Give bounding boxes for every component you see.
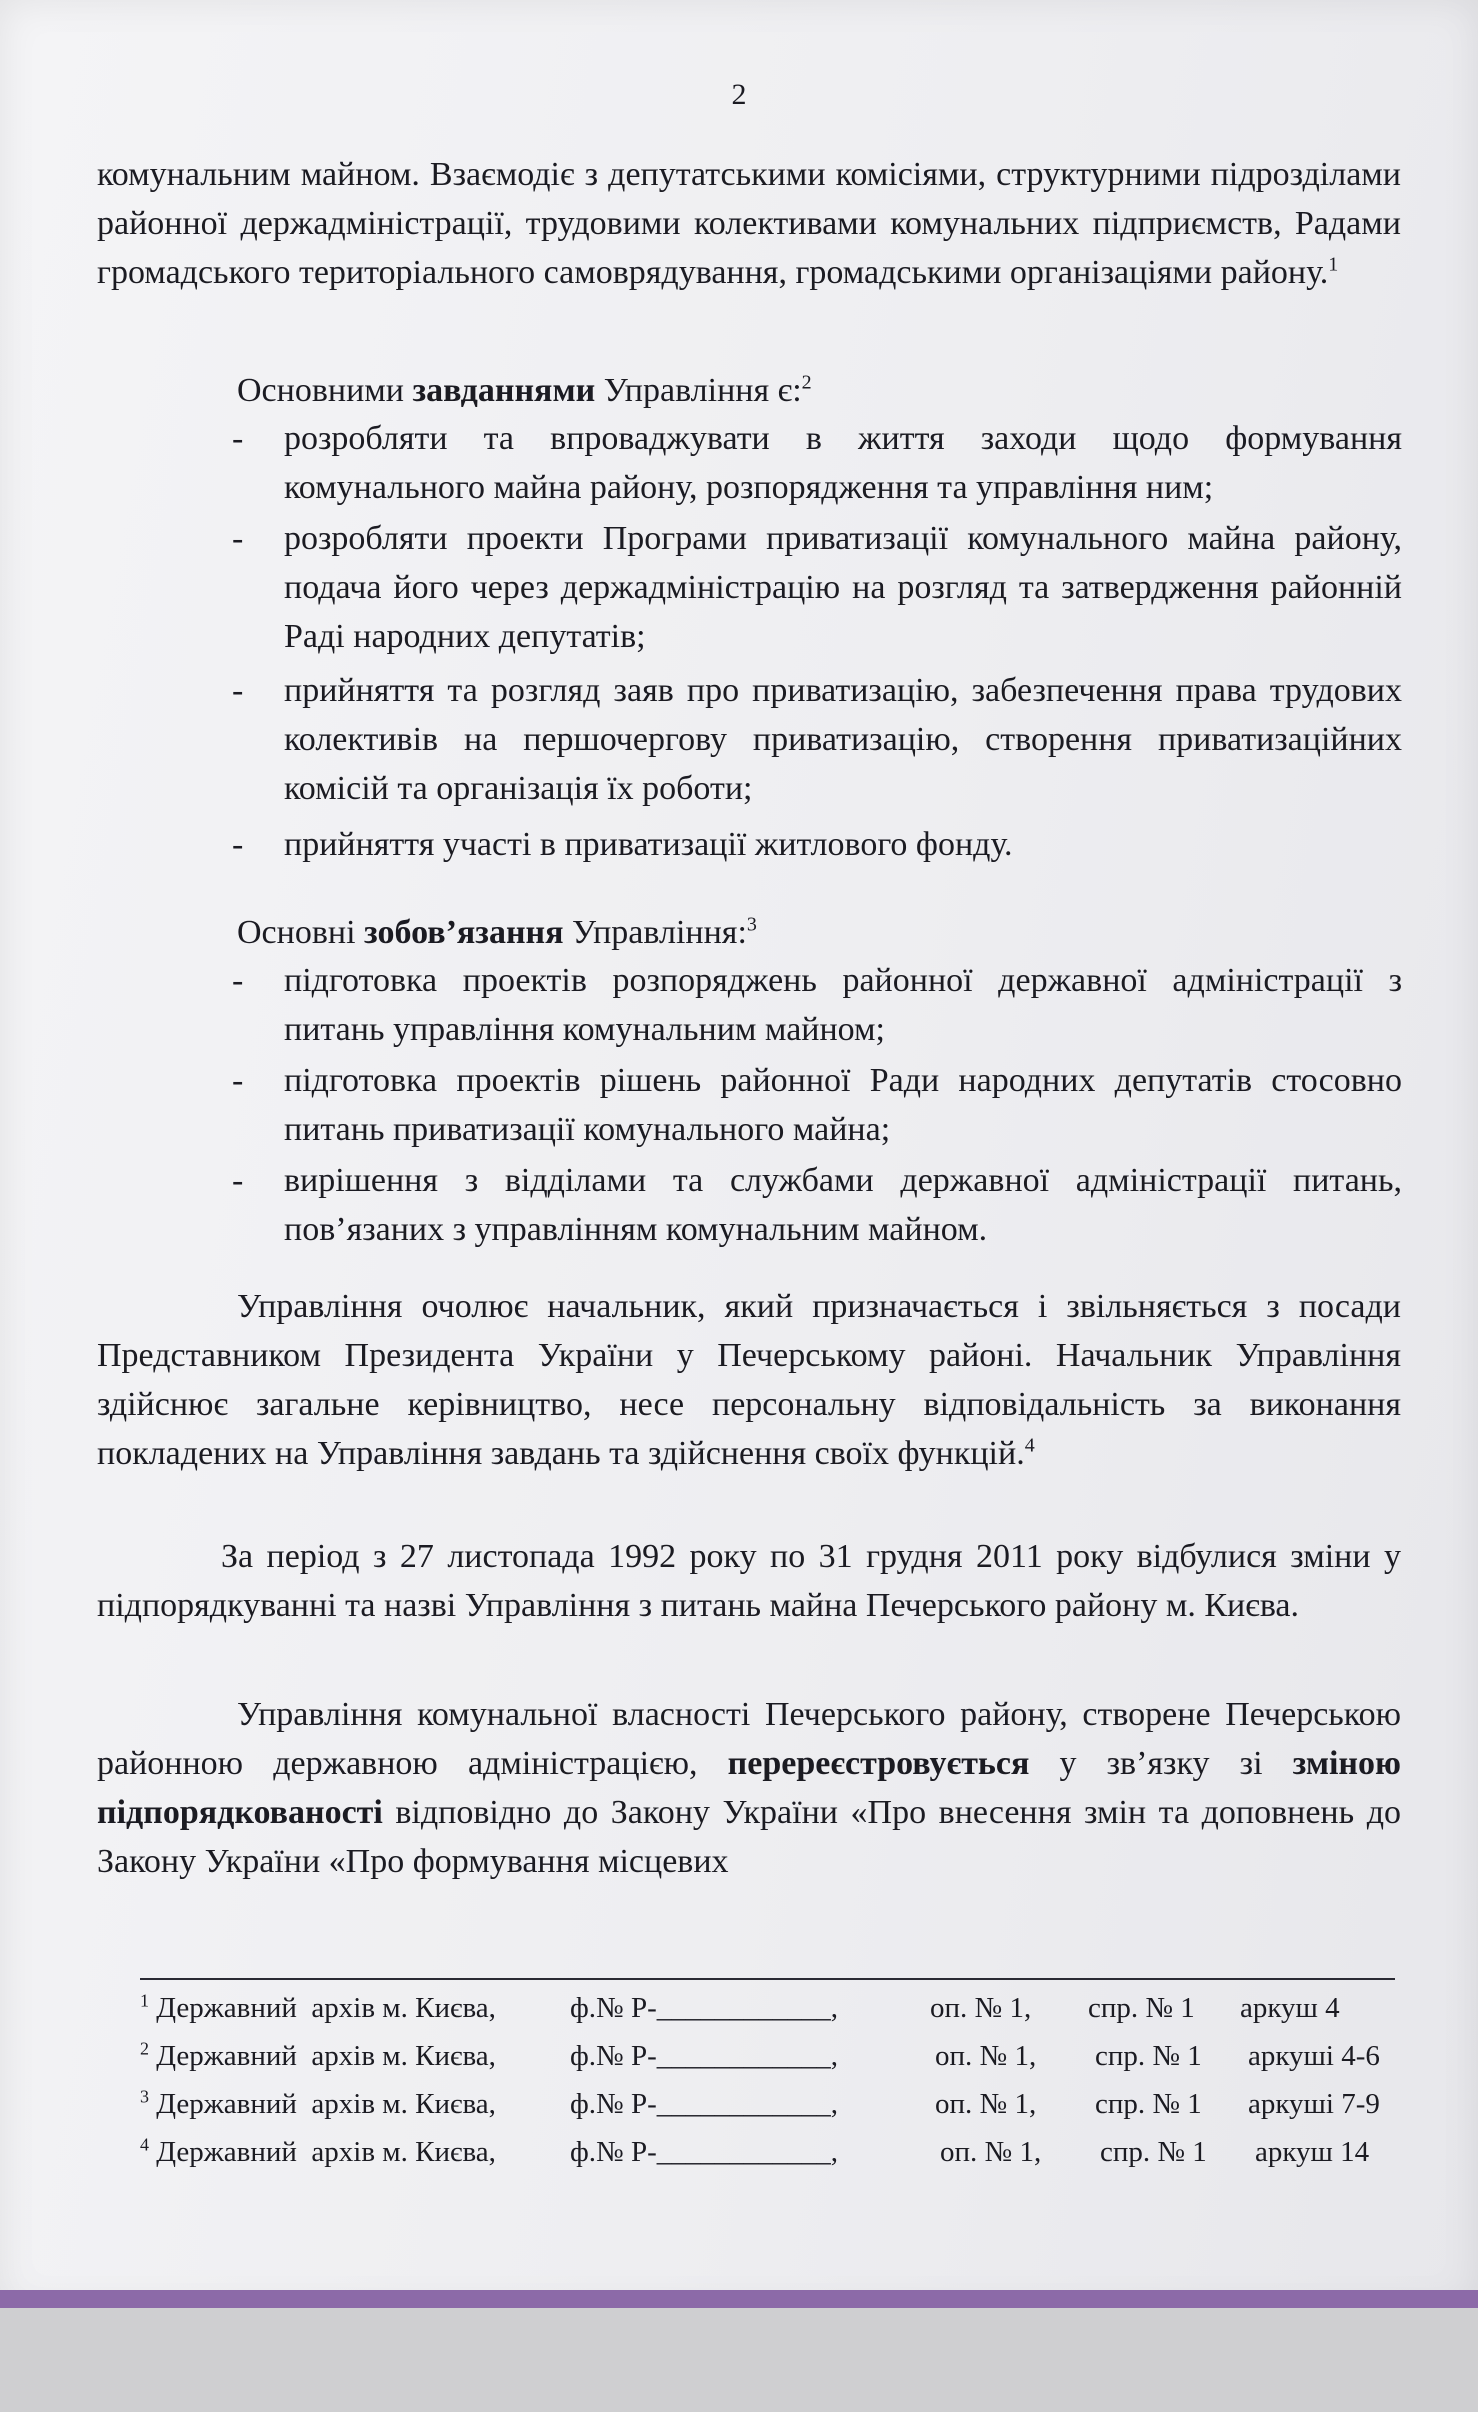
tasks-item-text: розробляти проекти Програми приватизації комунального майна району, подача його через держадміністрацію на розгляд та затвердження районній Раді народних депутатів; bbox=[284, 520, 1402, 655]
footnote-spr: спр. № 1 bbox=[1095, 2088, 1202, 2120]
bullet-dash: - bbox=[232, 962, 244, 999]
footnote-number: 1 bbox=[140, 1990, 149, 2011]
obligations-heading-lead: Основні bbox=[237, 914, 365, 951]
footnote-archive: Державний архів м. Києва, bbox=[156, 2040, 496, 2072]
tasks-item-text: розробляти та впроваджувати в життя заходи щодо формування комунального майна району, розпорядження та управління ним; bbox=[284, 420, 1402, 506]
reg-bold-subordination: зміною підпорядкованості bbox=[97, 1745, 1401, 1831]
paragraph-intro bbox=[97, 150, 1401, 297]
footnote-ref-4: 4 bbox=[1024, 1434, 1035, 1457]
tasks-list-item bbox=[232, 414, 1402, 512]
paragraph-period-text: За період з 27 листопада 1992 року по 31 грудня 2011 року відбулися зміни у підпорядкуванні та назві Управління з питань майна Печерського району м. Києва. bbox=[97, 1538, 1401, 1624]
paragraph-head bbox=[97, 1282, 1401, 1478]
footnote-number: 2 bbox=[140, 2038, 149, 2059]
reg-text-a: Управління комунальної власності Печерського району, створене Печерською районною державною адміністрацією, bbox=[97, 1696, 1401, 1782]
reg-text-c: у зв’язку зі bbox=[1029, 1745, 1293, 1782]
bullet-dash: - bbox=[232, 1162, 244, 1199]
obligations-list-item bbox=[232, 1056, 1402, 1154]
bullet-dash: - bbox=[232, 672, 244, 709]
footnote-fond: ф.№ Р-____________, bbox=[570, 1992, 838, 2024]
reg-bold-reregistered: перереєстровується bbox=[727, 1745, 1030, 1782]
obligations-item-text: підготовка проектів рішень районної Ради народних депутатів стосовно питань приватизації комунального майна; bbox=[284, 1062, 1402, 1148]
paragraph-period bbox=[97, 1532, 1401, 1630]
footnote-ref-3: 3 bbox=[746, 913, 757, 936]
tasks-item-text: прийняття участі в приватизації житлового фонду. bbox=[284, 826, 1013, 863]
tasks-list-item bbox=[232, 820, 1402, 869]
footnote-op: оп. № 1, bbox=[935, 2088, 1037, 2120]
page-bottom-edge bbox=[0, 2290, 1478, 2308]
paragraph-intro-text: комунальним майном. Взаємодіє з депутатськими комісіями, структурними підрозділами районної держадміністрації, трудовими колективами комунальних підприємств, Радами громадського територіального самоврядування, громадськими організаціями району. bbox=[97, 156, 1401, 291]
obligations-item-text: вирішення з відділами та службами державної адміністрації питань, пов’язаних з управлінням комунальним майном. bbox=[284, 1162, 1402, 1248]
reg-text-d: відповідно до Закону України «Про внесення змін та доповнень до Закону України «Про формування місцевих bbox=[97, 1794, 1401, 1880]
obligations-heading bbox=[237, 908, 1397, 957]
footnote-archive: Державний архів м. Києва, bbox=[156, 1992, 496, 2024]
obligations-item-text: підготовка проектів розпоряджень районної державної адміністрації з питань управління комунальним майном; bbox=[284, 962, 1402, 1048]
footnote-spr: спр. № 1 bbox=[1088, 1992, 1195, 2024]
bullet-dash: - bbox=[232, 1062, 244, 1099]
tasks-heading bbox=[237, 366, 1397, 415]
footnote-number: 4 bbox=[140, 2134, 149, 2155]
footnote-number: 3 bbox=[140, 2086, 149, 2107]
obligations-list-item bbox=[232, 1156, 1402, 1254]
paragraph-reregistration bbox=[97, 1690, 1401, 1886]
tasks-list-item bbox=[232, 666, 1402, 813]
tasks-list-item bbox=[232, 514, 1402, 661]
tasks-item-text: прийняття та розгляд заяв про приватизацію, забезпечення права трудових колективів на першочергову приватизацію, створення приватизаційних комісій та організація їх роботи; bbox=[284, 672, 1402, 807]
footnote-archive: Державний архів м. Києва, bbox=[156, 2136, 496, 2168]
tasks-heading-bold: завданнями bbox=[412, 372, 596, 409]
obligations-list-item bbox=[232, 956, 1402, 1054]
footnote-spr: спр. № 1 bbox=[1100, 2136, 1207, 2168]
tasks-heading-lead: Основними bbox=[237, 372, 413, 409]
footnote-op: оп. № 1, bbox=[940, 2136, 1042, 2168]
footnote-sheet: аркуш 4 bbox=[1240, 1992, 1340, 2024]
footnote-op: оп. № 1, bbox=[930, 1992, 1032, 2024]
footnote-ref-2: 2 bbox=[801, 371, 812, 394]
footnote-spr: спр. № 1 bbox=[1095, 2040, 1202, 2072]
paragraph-head-text: Управління очолює начальник, який призначається і звільняється з посади Представником Президента України у Печерському районі. Начальник Управління здійснює загальне керівництво, несе персональну відповідальність за виконання покладених на Управління завдань та здійснення своїх функцій. bbox=[97, 1288, 1401, 1472]
bullet-dash: - bbox=[232, 420, 244, 457]
footnote-archive: Державний архів м. Києва, bbox=[156, 2088, 496, 2120]
page-number: 2 bbox=[731, 78, 747, 111]
footnote-sheet: аркуші 4-6 bbox=[1248, 2040, 1380, 2072]
footnote-fond: ф.№ Р-____________, bbox=[570, 2136, 838, 2168]
footnote-fond: ф.№ Р-____________, bbox=[570, 2040, 838, 2072]
obligations-heading-tail: Управління: bbox=[563, 914, 747, 951]
footnote-ref-1: 1 bbox=[1328, 253, 1339, 276]
footnote bbox=[140, 2132, 1370, 2252]
footnote-fond: ф.№ Р-____________, bbox=[570, 2088, 838, 2120]
footnote-divider bbox=[140, 1978, 1395, 1980]
bullet-dash: - bbox=[232, 826, 244, 863]
tasks-heading-tail: Управління є: bbox=[595, 372, 802, 409]
bullet-dash: - bbox=[232, 520, 244, 557]
footnote-op: оп. № 1, bbox=[935, 2040, 1037, 2072]
footnote-sheet: аркуші 7-9 bbox=[1248, 2088, 1380, 2120]
obligations-heading-bold: зобов’язання bbox=[364, 914, 564, 951]
footnote-sheet: аркуш 14 bbox=[1255, 2136, 1370, 2168]
